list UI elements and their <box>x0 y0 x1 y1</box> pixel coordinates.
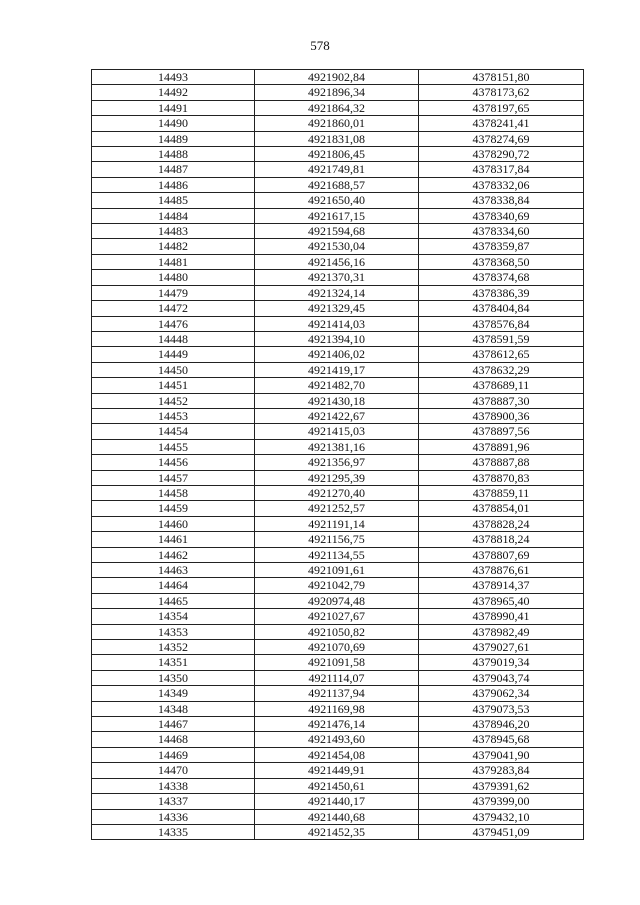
x-coordinate-cell: 4921324,14 <box>255 285 419 300</box>
table-body <box>92 70 584 840</box>
x-coordinate-cell: 4921329,45 <box>255 301 419 316</box>
x-coordinate-cell: 4921530,04 <box>255 239 419 254</box>
y-coordinate-cell: 4378340,69 <box>419 208 584 223</box>
point-number-cell: 14338 <box>92 778 255 793</box>
x-coordinate-cell: 4921137,94 <box>255 686 419 701</box>
y-coordinate-cell: 4378897,56 <box>419 424 584 439</box>
point-number-cell: 14452 <box>92 393 255 408</box>
point-number-cell: 14348 <box>92 701 255 716</box>
x-coordinate-cell: 4921440,68 <box>255 809 419 824</box>
y-coordinate-cell: 4379043,74 <box>419 670 584 685</box>
x-coordinate-cell: 4921419,17 <box>255 362 419 377</box>
table-row <box>92 131 584 146</box>
y-coordinate-cell: 4378317,84 <box>419 162 584 177</box>
point-number-cell: 14450 <box>92 362 255 377</box>
table-row <box>92 609 584 624</box>
point-number-cell: 14491 <box>92 100 255 115</box>
x-coordinate-cell: 4921452,35 <box>255 824 419 839</box>
y-coordinate-cell: 4378870,83 <box>419 470 584 485</box>
table-row <box>92 701 584 716</box>
table-row <box>92 331 584 346</box>
x-coordinate-cell: 4921864,32 <box>255 100 419 115</box>
x-coordinate-cell: 4921430,18 <box>255 393 419 408</box>
point-number-cell: 14456 <box>92 455 255 470</box>
table-row <box>92 424 584 439</box>
y-coordinate-cell: 4378945,68 <box>419 732 584 747</box>
x-coordinate-cell: 4921050,82 <box>255 624 419 639</box>
point-number-cell: 14448 <box>92 331 255 346</box>
y-coordinate-cell: 4379041,90 <box>419 747 584 762</box>
point-number-cell: 14449 <box>92 347 255 362</box>
y-coordinate-cell: 4378274,69 <box>419 131 584 146</box>
point-number-cell: 14457 <box>92 470 255 485</box>
y-coordinate-cell: 4378374,68 <box>419 270 584 285</box>
table-row <box>92 254 584 269</box>
point-number-cell: 14464 <box>92 578 255 593</box>
point-number-cell: 14490 <box>92 116 255 131</box>
table-row <box>92 563 584 578</box>
point-number-cell: 14462 <box>92 547 255 562</box>
table-row <box>92 239 584 254</box>
point-number-cell: 14349 <box>92 686 255 701</box>
x-coordinate-cell: 4921414,03 <box>255 316 419 331</box>
x-coordinate-cell: 4921860,01 <box>255 116 419 131</box>
table-row <box>92 655 584 670</box>
y-coordinate-cell: 4379451,09 <box>419 824 584 839</box>
y-coordinate-cell: 4378818,24 <box>419 532 584 547</box>
point-number-cell: 14337 <box>92 794 255 809</box>
x-coordinate-cell: 4921454,08 <box>255 747 419 762</box>
point-number-cell: 14351 <box>92 655 255 670</box>
point-number-cell: 14454 <box>92 424 255 439</box>
x-coordinate-cell: 4921091,61 <box>255 563 419 578</box>
table-row <box>92 408 584 423</box>
point-number-cell: 14453 <box>92 408 255 423</box>
x-coordinate-cell: 4921169,98 <box>255 701 419 716</box>
table-row <box>92 439 584 454</box>
x-coordinate-cell: 4921482,70 <box>255 378 419 393</box>
table-row <box>92 778 584 793</box>
x-coordinate-cell: 4920974,48 <box>255 593 419 608</box>
table-row <box>92 455 584 470</box>
y-coordinate-cell: 4378632,29 <box>419 362 584 377</box>
x-coordinate-cell: 4921831,08 <box>255 131 419 146</box>
y-coordinate-cell: 4378386,39 <box>419 285 584 300</box>
table-row <box>92 747 584 762</box>
point-number-cell: 14451 <box>92 378 255 393</box>
table-row <box>92 362 584 377</box>
x-coordinate-cell: 4921070,69 <box>255 640 419 655</box>
x-coordinate-cell: 4921902,84 <box>255 70 419 85</box>
x-coordinate-cell: 4921134,55 <box>255 547 419 562</box>
point-number-cell: 14479 <box>92 285 255 300</box>
y-coordinate-cell: 4378982,49 <box>419 624 584 639</box>
point-number-cell: 14480 <box>92 270 255 285</box>
y-coordinate-cell: 4378332,06 <box>419 177 584 192</box>
x-coordinate-cell: 4921381,16 <box>255 439 419 454</box>
point-number-cell: 14493 <box>92 70 255 85</box>
y-coordinate-cell: 4378359,87 <box>419 239 584 254</box>
table-row <box>92 270 584 285</box>
y-coordinate-cell: 4378876,61 <box>419 563 584 578</box>
point-number-cell: 14460 <box>92 516 255 531</box>
x-coordinate-cell: 4921042,79 <box>255 578 419 593</box>
point-number-cell: 14492 <box>92 85 255 100</box>
point-number-cell: 14336 <box>92 809 255 824</box>
table-row <box>92 116 584 131</box>
point-number-cell: 14463 <box>92 563 255 578</box>
y-coordinate-cell: 4378338,84 <box>419 193 584 208</box>
x-coordinate-cell: 4921114,07 <box>255 670 419 685</box>
point-number-cell: 14484 <box>92 208 255 223</box>
x-coordinate-cell: 4921450,61 <box>255 778 419 793</box>
x-coordinate-cell: 4921356,97 <box>255 455 419 470</box>
y-coordinate-cell: 4378241,41 <box>419 116 584 131</box>
x-coordinate-cell: 4921493,60 <box>255 732 419 747</box>
table-row <box>92 316 584 331</box>
y-coordinate-cell: 4379399,00 <box>419 794 584 809</box>
point-number-cell: 14461 <box>92 532 255 547</box>
table-row <box>92 670 584 685</box>
x-coordinate-cell: 4921422,67 <box>255 408 419 423</box>
y-coordinate-cell: 4378914,37 <box>419 578 584 593</box>
table-row <box>92 824 584 839</box>
y-coordinate-cell: 4378891,96 <box>419 439 584 454</box>
y-coordinate-cell: 4378591,59 <box>419 331 584 346</box>
point-number-cell: 14465 <box>92 593 255 608</box>
table-row <box>92 686 584 701</box>
point-number-cell: 14488 <box>92 147 255 162</box>
table-row <box>92 208 584 223</box>
point-number-cell: 14350 <box>92 670 255 685</box>
x-coordinate-cell: 4921270,40 <box>255 485 419 500</box>
table-row <box>92 470 584 485</box>
y-coordinate-cell: 4378197,65 <box>419 100 584 115</box>
y-coordinate-cell: 4378887,30 <box>419 393 584 408</box>
table-row <box>92 224 584 239</box>
x-coordinate-cell: 4921406,02 <box>255 347 419 362</box>
table-row <box>92 85 584 100</box>
point-number-cell: 14459 <box>92 501 255 516</box>
x-coordinate-cell: 4921394,10 <box>255 331 419 346</box>
table-row <box>92 516 584 531</box>
x-coordinate-cell: 4921370,31 <box>255 270 419 285</box>
x-coordinate-cell: 4921806,45 <box>255 147 419 162</box>
y-coordinate-cell: 4378854,01 <box>419 501 584 516</box>
y-coordinate-cell: 4379073,53 <box>419 701 584 716</box>
y-coordinate-cell: 4378576,84 <box>419 316 584 331</box>
table-row <box>92 177 584 192</box>
point-number-cell: 14467 <box>92 717 255 732</box>
point-number-cell: 14487 <box>92 162 255 177</box>
point-number-cell: 14469 <box>92 747 255 762</box>
y-coordinate-cell: 4378404,84 <box>419 301 584 316</box>
table-row <box>92 347 584 362</box>
table-row <box>92 717 584 732</box>
y-coordinate-cell: 4378946,20 <box>419 717 584 732</box>
x-coordinate-cell: 4921191,14 <box>255 516 419 531</box>
y-coordinate-cell: 4378828,24 <box>419 516 584 531</box>
point-number-cell: 14486 <box>92 177 255 192</box>
y-coordinate-cell: 4378965,40 <box>419 593 584 608</box>
table-row <box>92 378 584 393</box>
y-coordinate-cell: 4378368,50 <box>419 254 584 269</box>
y-coordinate-cell: 4379283,84 <box>419 763 584 778</box>
y-coordinate-cell: 4378807,69 <box>419 547 584 562</box>
x-coordinate-cell: 4921749,81 <box>255 162 419 177</box>
y-coordinate-cell: 4379432,10 <box>419 809 584 824</box>
y-coordinate-cell: 4379019,34 <box>419 655 584 670</box>
table-row <box>92 193 584 208</box>
point-number-cell: 14476 <box>92 316 255 331</box>
x-coordinate-cell: 4921027,67 <box>255 609 419 624</box>
point-number-cell: 14468 <box>92 732 255 747</box>
table-row <box>92 301 584 316</box>
y-coordinate-cell: 4378334,60 <box>419 224 584 239</box>
table-row <box>92 532 584 547</box>
point-number-cell: 14455 <box>92 439 255 454</box>
y-coordinate-cell: 4378887,88 <box>419 455 584 470</box>
x-coordinate-cell: 4921440,17 <box>255 794 419 809</box>
y-coordinate-cell: 4378900,36 <box>419 408 584 423</box>
table-row <box>92 162 584 177</box>
x-coordinate-cell: 4921617,15 <box>255 208 419 223</box>
y-coordinate-cell: 4379062,34 <box>419 686 584 701</box>
x-coordinate-cell: 4921449,91 <box>255 763 419 778</box>
point-number-cell: 14485 <box>92 193 255 208</box>
table-row <box>92 794 584 809</box>
page-number: 578 <box>310 38 330 53</box>
y-coordinate-cell: 4378990,41 <box>419 609 584 624</box>
x-coordinate-cell: 4921650,40 <box>255 193 419 208</box>
x-coordinate-cell: 4921295,39 <box>255 470 419 485</box>
point-number-cell: 14335 <box>92 824 255 839</box>
table-row <box>92 547 584 562</box>
table-row <box>92 100 584 115</box>
y-coordinate-cell: 4378612,65 <box>419 347 584 362</box>
point-number-cell: 14353 <box>92 624 255 639</box>
point-number-cell: 14483 <box>92 224 255 239</box>
table-row <box>92 732 584 747</box>
coordinates-table <box>91 69 584 840</box>
x-coordinate-cell: 4921688,57 <box>255 177 419 192</box>
point-number-cell: 14458 <box>92 485 255 500</box>
table-row <box>92 147 584 162</box>
table-row <box>92 70 584 85</box>
point-number-cell: 14352 <box>92 640 255 655</box>
y-coordinate-cell: 4379027,61 <box>419 640 584 655</box>
y-coordinate-cell: 4379391,62 <box>419 778 584 793</box>
x-coordinate-cell: 4921415,03 <box>255 424 419 439</box>
point-number-cell: 14472 <box>92 301 255 316</box>
y-coordinate-cell: 4378173,62 <box>419 85 584 100</box>
table-row <box>92 593 584 608</box>
y-coordinate-cell: 4378290,72 <box>419 147 584 162</box>
y-coordinate-cell: 4378859,11 <box>419 485 584 500</box>
table-row <box>92 809 584 824</box>
table-row <box>92 640 584 655</box>
point-number-cell: 14481 <box>92 254 255 269</box>
point-number-cell: 14489 <box>92 131 255 146</box>
table-row <box>92 763 584 778</box>
x-coordinate-cell: 4921476,14 <box>255 717 419 732</box>
table-row <box>92 285 584 300</box>
y-coordinate-cell: 4378689,11 <box>419 378 584 393</box>
point-number-cell: 14354 <box>92 609 255 624</box>
x-coordinate-cell: 4921594,68 <box>255 224 419 239</box>
table-row <box>92 501 584 516</box>
x-coordinate-cell: 4921896,34 <box>255 85 419 100</box>
y-coordinate-cell: 4378151,80 <box>419 70 584 85</box>
x-coordinate-cell: 4921156,75 <box>255 532 419 547</box>
point-number-cell: 14482 <box>92 239 255 254</box>
x-coordinate-cell: 4921091,58 <box>255 655 419 670</box>
point-number-cell: 14470 <box>92 763 255 778</box>
table-row <box>92 578 584 593</box>
table-row <box>92 624 584 639</box>
x-coordinate-cell: 4921456,16 <box>255 254 419 269</box>
x-coordinate-cell: 4921252,57 <box>255 501 419 516</box>
table-row <box>92 485 584 500</box>
table-row <box>92 393 584 408</box>
